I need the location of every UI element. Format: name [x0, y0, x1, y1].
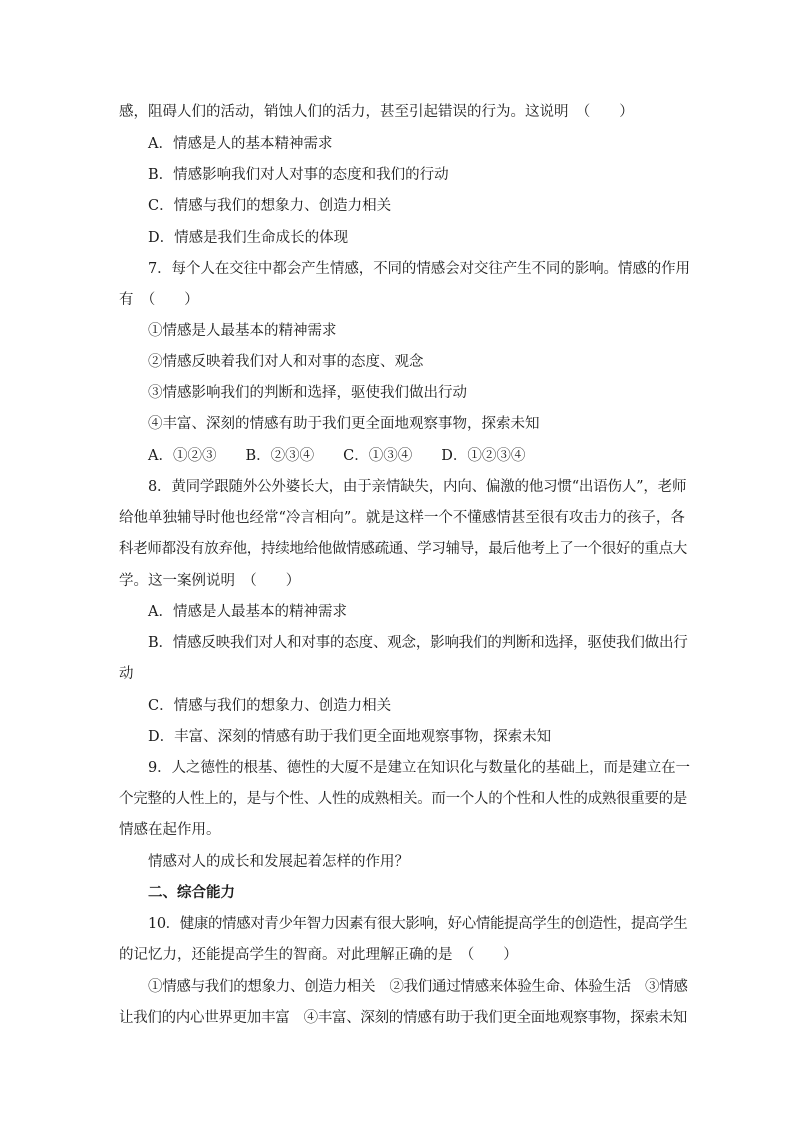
q8-option-d: D．丰富、深刻的情感有助于我们更全面地观察事物，探索未知	[148, 729, 552, 745]
q8-option-c: C．情感与我们的想象力、创造力相关	[148, 698, 392, 714]
q10-statements-line2: 让我们的内心世界更加丰富 ④丰富、深刻的情感有助于我们更全面地观察事物，探索未知	[119, 1010, 687, 1026]
q10-statements-line1: ①情感与我们的想象力、创造力相关 ②我们通过情感来体验生命、体验生活 ③情感	[148, 979, 688, 995]
q7-options: A．①②③ B．②③④ C．①③④ D．①②③④	[148, 448, 526, 464]
q6-stem-end: 感，阻碍人们的活动，销蚀人们的活力，甚至引起错误的行为。这说明 （ ）	[119, 104, 634, 120]
q9-stem-line3: 情感在起作用。	[119, 822, 221, 838]
q9-question: 情感对人的成长和发展起着怎样的作用？	[148, 854, 409, 870]
q8-option-b-line2: 动	[119, 666, 134, 682]
q6-option-d: D．情感是我们生命成长的体现	[148, 230, 349, 246]
q8-stem-line2: 给他单独辅导时他也经常“冷言相向”。就是这样一个不懂感情甚至很有攻击力的孩子，各	[119, 510, 685, 526]
q8-option-a: A．情感是人最基本的精神需求	[148, 604, 347, 620]
section-heading: 二、综合能力	[148, 885, 235, 901]
q6-option-b: B．情感影响我们对人对事的态度和我们的行动	[148, 167, 449, 183]
q7-stem-line2: 有 （ ）	[119, 292, 199, 308]
q7-statement-1: ①情感是人最基本的精神需求	[148, 323, 337, 339]
q7-statement-3: ③情感影响我们的判断和选择，驱使我们做出行动	[148, 385, 467, 401]
q6-option-c: C．情感与我们的想象力、创造力相关	[148, 198, 392, 214]
q10-stem-line1: 10．健康的情感对青少年智力因素有很大影响，好心情能提高学生的创造性，提高学生	[148, 916, 688, 932]
q7-stem-line1: 7．每个人在交往中都会产生情感，不同的情感会对交往产生不同的影响。情感的作用	[148, 261, 690, 277]
q9-stem-line1: 9．人之德性的根基、德性的大厦不是建立在知识化与数量化的基础上，而是建立在一	[148, 760, 690, 776]
q7-statement-4: ④丰富、深刻的情感有助于我们更全面地观察事物，探索未知	[148, 416, 540, 432]
q9-stem-line2: 个完整的人性上的，是与个性、人性的成熟相关。而一个人的个性和人性的成熟很重要的是	[119, 791, 687, 807]
q8-stem-line1: 8．黄同学跟随外公外婆长大，由于亲情缺失，内向、偏激的他习惯“出语伤人”，老师	[148, 479, 687, 495]
q8-option-b-line1: B．情感反映我们对人和对事的态度、观念，影响我们的判断和选择，驱使我们做出行	[148, 635, 688, 651]
q7-statement-2: ②情感反映着我们对人和对事的态度、观念	[148, 354, 424, 370]
q8-stem-line4: 学。这一案例说明 （ ）	[119, 573, 301, 589]
q8-stem-line3: 科老师都没有放弃他，持续地给他做情感疏通、学习辅导，最后他考上了一个很好的重点大	[119, 541, 687, 557]
q10-stem-line2: 的记忆力，还能提高学生的智商。对此理解正确的是 （ ）	[119, 947, 518, 963]
q6-option-a: A．情感是人的基本精神需求	[148, 136, 333, 152]
